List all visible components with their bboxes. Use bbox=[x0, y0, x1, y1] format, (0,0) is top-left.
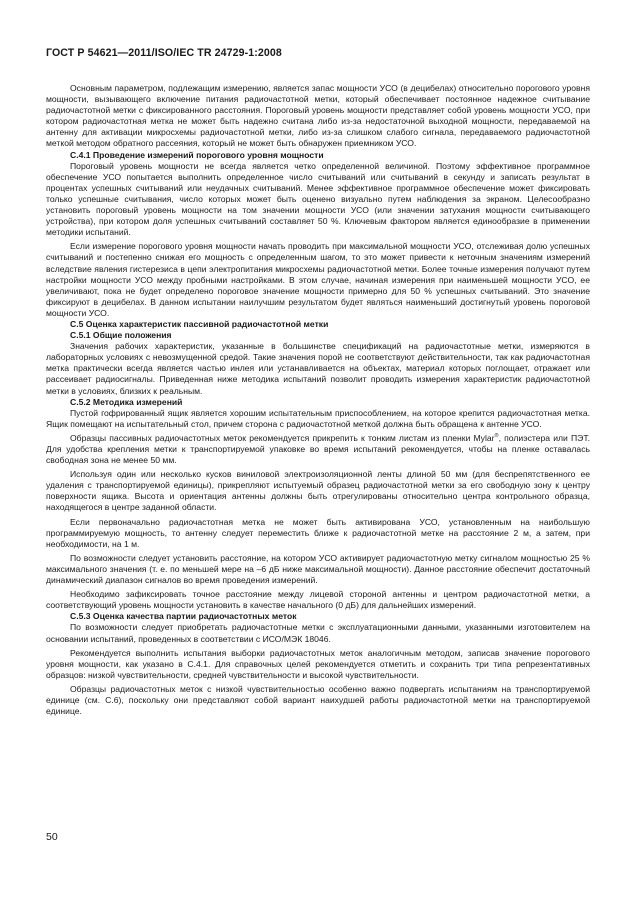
paragraph: По возможности следует приобретать радиочастотные метки с эксплуатационными данными, указанными изготовителем на основании испытаний, проведенных в соответствии с ИСО/МЭК 18046. bbox=[46, 622, 590, 644]
paragraph: Пустой гофрированный ящик является хорошим испытательным приспособлением, на которое крепится радиочастотная метка. Ящик помещают на испытательный стол, причем сторона с радиочастотной меткой должна быть обращена к антенне УСО. bbox=[46, 407, 590, 429]
paragraph: Используя один или несколько кусков виниловой электроизоляционной ленты длиной 50 мм (для беспрепятственного ее удаления с транспортируемой единицы), прикрепляют испытуемый образец радиочастотной метки за его свободную зону к центру поверхности ящика. Высота и ориентация антенны должны быть отрегулированы относительно центра контрольного образца, находящегося в центре заданной области. bbox=[46, 469, 590, 513]
paragraph bbox=[46, 433, 590, 466]
section-heading-c51: С.5.1 Общие положения bbox=[70, 330, 172, 341]
paragraph-text: , полиэстера или ПЭТ. Для удобства крепления метки к транспортируемой упаковке во время испытаний рекомендуется, чтобы на пленке оставалась свободная зона не менее 50 мм. bbox=[46, 432, 590, 466]
section-heading-c5: С.5 Оценка характеристик пассивной радиочастотной метки bbox=[70, 318, 329, 329]
paragraph: Значения рабочих характеристик, указанные в большинстве спецификаций на радиочастотные метки, измеряются в лабораторных условиях с невозмущенной средой. Такие значения порой не соответствуют действительности, так как радиочастотная метка практически всегда является частью инлея или устанавливается на объектах, материал которых поглощает, отражает или рассеивает радиосигналы. Приведенная ниже методика испытаний позволит проводить измерения характеристик радиочастотной метки в условиях, близких к реальным. bbox=[46, 341, 590, 396]
paragraph: Пороговый уровень мощности не всегда является четко определенной величиной. Поэтому эффективное программное обеспечение УСО попытается выполнить определенное число считываний или считываний в секунду и записать результат в процентах успешных считываний или неудачных считываний. Менее эффективное программное обеспечение может фиксировать только успешные считывания, число которых может быть оценено визуально путем наблюдения за экраном. Целесообразно установить пороговый уровень мощности на том значении мощности УСО (или значении затухания мощности считывающего устройства), при котором доля успешных считываний составляет 50 %. Ключевым фактором является единообразие в применении методики испытаний. bbox=[46, 160, 590, 238]
registered-mark: ® bbox=[494, 433, 499, 440]
paragraph: Если первоначально радиочастотная метка не может быть активирована УСО, установленным на наибольшую программируемую мощность, то антенну следует переместить ближе к радиочастотной метке на расстояние 2 м, а затем, при необходимости, на 1 м. bbox=[46, 516, 590, 549]
section-heading-c41: С.4.1 Проведение измерений порогового уровня мощности bbox=[70, 149, 324, 160]
paragraph-text: Образцы пассивных радиочастотных меток рекомендуется прикрепить к тонким листам из пленки Mylar bbox=[70, 432, 495, 443]
section-heading-c52: С.5.2 Методика измерений bbox=[70, 396, 183, 407]
document-body bbox=[46, 83, 590, 717]
paragraph: Необходимо зафиксировать точное расстояние между лицевой стороной антенны и центром радиочастотной метки, а соответствующий уровень мощности установить в качестве начального (0 дБ) для дальнейших измерений. bbox=[46, 589, 590, 611]
page-number: 50 bbox=[46, 831, 58, 843]
paragraph: Образцы радиочастотных меток с низкой чувствительностью особенно важно подвергать испытаниям на транспортируемой единице (см. С.6), поскольку они представляют собой вариант наихудшей работы радиочастотной метки на транспортируемой единице. bbox=[46, 683, 590, 717]
paragraph: По возможности следует установить расстояние, на котором УСО активирует радиочастотную метку сигналом мощностью 25 % максимального значения (т. е. по меньшей мере на –6 дБ ниже максимальной мощности). Данное расстояние обеспечит достаточный динамический диапазон сигналов во время проведения измерений. bbox=[46, 552, 590, 586]
document-header: ГОСТ Р 54621—2011/ISO/IEC TR 24729-1:2008 bbox=[46, 47, 282, 59]
paragraph: Основным параметром, подлежащим измерению, является запас мощности УСО (в децибелах) относительно порогового уровня мощности, вызывающего включение питания радиочастотной метки, который обеспечивает постоянное надежное считывание радиочастотной метки с фиксированного расстояния. Пороговый уровень мощности представляет собой уровень мощности УСО, при котором радиочастотная метка не может быть надежно считана либо из-за недостаточной выходной мощности, передаваемой на антенну для активации микросхемы радиочастотной метки, либо из-за слишком слабого сигнала, передаваемого радиочастотной меткой методом обратного рассеяния, который не может быть обнаружен приемником УСО. bbox=[46, 83, 590, 149]
section-heading-c53: С.5.3 Оценка качества партии радиочастотных меток bbox=[70, 611, 297, 622]
paragraph: Если измерение порогового уровня мощности начать проводить при максимальной мощности УСО, отслеживая долю успешных считываний и постепенно снижая его мощность с определенным шагом, то это может привести к неточным значениям измерений вследствие явления гистерезиса в цепи электропитания микросхемы радиочастотной метки. Более точные измерения получают путем настройки мощности УСО между пробными настройками. В этом случае, начиная измерения при наименьшей мощности УСО, ее увеличивают, пока не будет определено пороговое значение мощности примерно для 50 % успешных считываний. Это значение фиксируют в децибелах. В данном испытании наилучшим результатом будет являться наименьший достигнутый уровень пороговой мощности УСО. bbox=[46, 241, 590, 318]
paragraph: Рекомендуется выполнить испытания выборки радиочастотных меток аналогичным методом, записав значение порогового уровня мощности, как указано в С.4.1. Для справочных целей рекомендуется отметить и сохранить три типа репрезентативных образцов: низкой чувствительности, средней чувствительности и высокой чувствительности. bbox=[46, 647, 590, 680]
